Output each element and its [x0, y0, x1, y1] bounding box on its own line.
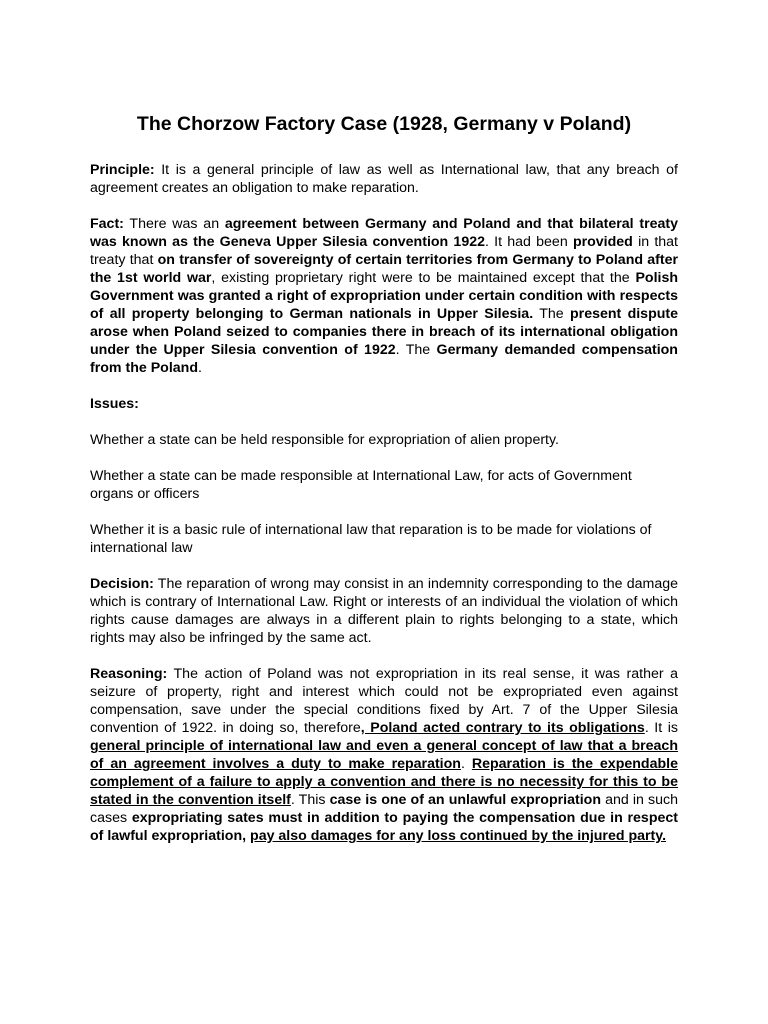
reasoning-text-5: and in such cases — [90, 792, 678, 826]
decision-text: The reparation of wrong may consist in an indemnity corresponding to the damage which is contrary of International Law. Right or interests of an individual the violation of which rights cause damages are always in a different plain to rights belonging to a state, which rights may also be infringed by the same act. — [90, 576, 678, 646]
principle-text: It is a general principle of law as well as International law, that any breach of agreement creates an obligation to make reparation. — [90, 162, 678, 196]
fact-text-5: The — [533, 306, 570, 322]
fact-bold-6: Germany demanded compensation from the Poland — [90, 342, 678, 376]
reasoning-paragraph — [90, 665, 678, 845]
reasoning-underline-4: pay also damages for any loss continued by the injured party. — [250, 828, 667, 844]
issues-heading — [90, 395, 678, 413]
reasoning-underline-1: , Poland acted contrary to its obligations — [360, 720, 645, 736]
reasoning-bold-1: case is one of an unlawful expropriation — [329, 792, 601, 808]
decision-paragraph — [90, 575, 678, 647]
reasoning-label: Reasoning: — [90, 666, 168, 682]
fact-text-1: There was an — [123, 216, 225, 232]
fact-text-2: . It had been — [485, 234, 573, 250]
issue-item: Whether it is a basic rule of international law that reparation is to be made for violations of international law — [90, 522, 652, 556]
issue-item: Whether a state can be held responsible for expropriation of alien property. — [90, 432, 559, 448]
principle-paragraph — [90, 161, 678, 197]
reasoning-text-4: . This — [290, 792, 330, 808]
fact-paragraph — [90, 215, 678, 377]
fact-text-6: . The — [395, 342, 437, 358]
issues-label: Issues: — [90, 396, 139, 412]
reasoning-bold-2: expropriating sates must in addition to paying the compensation due in respect of lawful expropriation, — [90, 810, 678, 844]
fact-text-7: . — [198, 360, 202, 376]
fact-bold-3: on transfer of sovereignty of certain territories from Germany to Poland after the 1st world war — [90, 252, 679, 286]
issue-item: Whether a state can be made responsible at International Law, for acts of Government organs or officers — [90, 468, 632, 502]
fact-bold-1: agreement between Germany and Poland and that bilateral treaty was known as the Geneva Upper Silesia convention 1922 — [90, 216, 678, 250]
reasoning-underline-2: general principle of international law and even a general concept of law that a breach of an agreement involves a duty to make reparation — [90, 738, 678, 772]
reasoning-text-1: The action of Poland was not expropriation in its real sense, it was rather a seizure of property, right and interest which could not be expropriated even against compensation, save under the special conditions fixed by Art. 7 of the Upper Silesia convention of 1922. in doing so, therefore — [90, 666, 678, 736]
reasoning-underline-3: Reparation is the expendable complement of a failure to apply a convention and there is no necessity for this to be stated in the convention itself — [90, 756, 678, 808]
fact-text-3: in that treaty that — [90, 234, 679, 268]
fact-bold-2: provided — [572, 234, 633, 250]
reasoning-text-3: . — [460, 756, 472, 772]
principle-label: Principle: — [90, 162, 155, 178]
document-title: The Chorzow Factory Case (1928, Germany v Poland) — [136, 113, 632, 135]
fact-bold-4: Polish Government was granted a right of expropriation under certain condition with respects of all property belonging to German nationals in Upper Silesia. — [90, 270, 679, 322]
fact-bold-5: present dispute arose when Poland seized to companies there in breach of its international obligation under the Upper Silesia convention of 1922 — [90, 306, 679, 358]
reasoning-text-2: . It is — [644, 720, 678, 736]
fact-label: Fact: — [90, 216, 124, 232]
decision-label: Decision: — [90, 576, 154, 592]
fact-text-4: , existing proprietary right were to be maintained except that the — [211, 270, 636, 286]
